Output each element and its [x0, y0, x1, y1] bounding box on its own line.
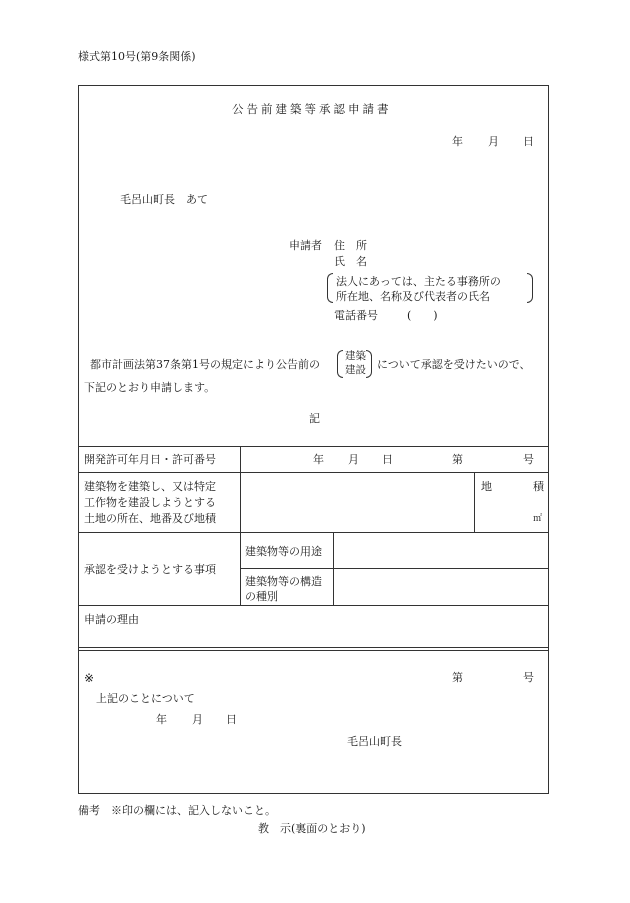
row-divider-5b [78, 650, 549, 651]
structure-label-line1: 建築物等の構造 [245, 575, 322, 588]
permit-go: 号 [523, 453, 534, 466]
date-day: 日 [523, 135, 534, 148]
option-brace-left [337, 350, 343, 378]
land-label-line1: 建築物を建築し、又は特定 [84, 480, 216, 493]
name-label: 氏 名 [334, 255, 367, 268]
form-title: 公告前建築等承認申請書 [232, 102, 392, 116]
official-dai: 第 [452, 671, 463, 684]
official-month: 月 [192, 713, 203, 726]
area-label-seki: 積 [533, 480, 544, 493]
row-divider-5a [78, 647, 549, 648]
instruction: 教 示(裏面のとおり) [258, 822, 366, 835]
official-day: 日 [226, 713, 237, 726]
address-label: 住 所 [334, 239, 367, 252]
approval-label: 承認を受けようとする事項 [84, 563, 216, 576]
col-divider-main [240, 446, 241, 605]
corp-note-line2: 所在地、名称及び代表者の氏名 [336, 290, 490, 303]
body-after: について承認を受けたいので、 [377, 358, 531, 371]
official-year: 年 [156, 713, 167, 726]
body-before: 都市計画法第37条第1号の規定により公告前の [90, 358, 320, 371]
col-divider-area [474, 472, 475, 532]
option-kenchiku: 建築 [345, 350, 366, 362]
area-unit: ㎡ [533, 514, 543, 524]
form-number: 様式第10号(第9条関係) [78, 50, 196, 63]
date-month: 月 [488, 135, 499, 148]
permit-dai: 第 [452, 453, 463, 466]
land-label-line2: 工作物を建設しようとする [84, 496, 216, 509]
phone-paren: ( ) [407, 309, 438, 322]
permit-day: 日 [382, 453, 393, 466]
body-line2: 下記のとおり申請します。 [84, 381, 216, 394]
use-label: 建築物等の用途 [245, 545, 322, 558]
official-mark: ※ [84, 671, 95, 685]
land-label-line3: 土地の所在、地番及び地積 [84, 512, 216, 525]
addressee: 毛呂山町長 あて [120, 193, 208, 206]
row-divider-3 [78, 532, 549, 533]
permit-year: 年 [313, 453, 324, 466]
date-year: 年 [452, 135, 463, 148]
row-divider-1 [78, 446, 549, 447]
row-divider-2 [78, 472, 549, 473]
remarks: 備考 ※印の欄には、記入しないこと。 [78, 804, 276, 817]
official-go: 号 [523, 671, 534, 684]
official-signer: 毛呂山町長 [347, 735, 402, 748]
option-kensetsu: 建設 [345, 364, 366, 376]
ki-label: 記 [309, 412, 320, 425]
phone-label: 電話番号 [334, 309, 378, 322]
form-frame [78, 85, 549, 794]
corp-note-brace-left [327, 273, 333, 303]
row-divider-4 [78, 605, 549, 606]
structure-label-line2: の種別 [245, 590, 278, 603]
corp-note-line1: 法人にあっては、主たる事務所の [336, 275, 501, 288]
applicant-label: 申請者 [289, 239, 322, 252]
row-divider-3b [240, 568, 549, 569]
corp-note-brace-right [527, 273, 533, 303]
area-label-chi: 地 [481, 480, 492, 493]
official-line1: 上記のことについて [96, 692, 195, 705]
option-brace-right [366, 350, 372, 378]
col-divider-approval [333, 532, 334, 605]
reason-label: 申請の理由 [84, 613, 139, 626]
permit-month: 月 [348, 453, 359, 466]
permit-label: 開発許可年月日・許可番号 [84, 453, 216, 466]
